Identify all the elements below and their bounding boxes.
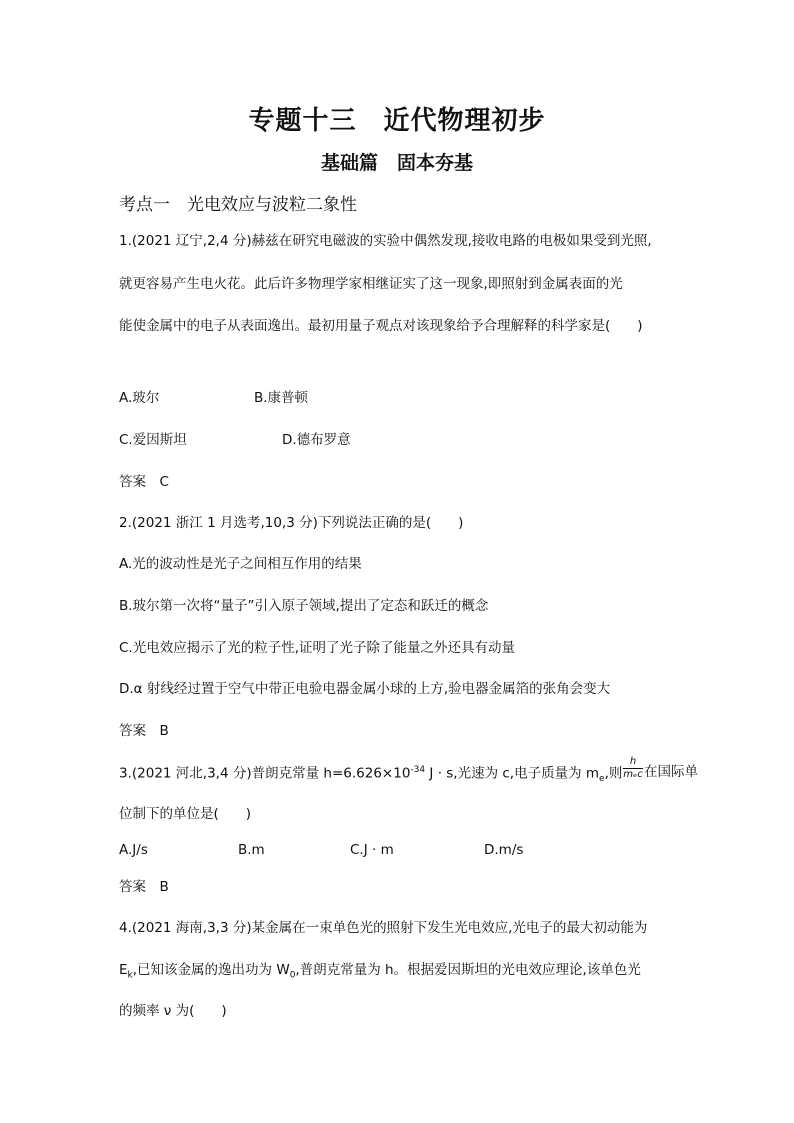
q2-option-d: D.α 射线经过置于空气中带正电验电器金属小球的上方,验电器金属箔的张角会变大 bbox=[119, 681, 611, 697]
q4-stem-line1: 4.(2021 海南,3,3 分)某金属在一束单色光的照射下发生光电效应,光电子的最大初动能为 bbox=[119, 920, 648, 936]
q4-subscript-k: k bbox=[127, 970, 133, 981]
q1-stem-line2: 就更容易产生电火花。此后许多物理学家相继证实了这一现象,即照射到金属表面的光 bbox=[119, 276, 623, 292]
q3-subscript-e: e bbox=[599, 774, 605, 785]
q3-stem-text-a: 3.(2021 河北,3,4 分)普朗克常量 h=6.626×10 bbox=[119, 765, 411, 782]
q4-stem-line3: 的频率 ν 为( ) bbox=[119, 1003, 227, 1019]
q1-option-c: C.爱因斯坦 bbox=[119, 432, 187, 448]
q1-option-d: D.德布罗意 bbox=[282, 432, 351, 448]
q1-option-b: B.康普顿 bbox=[254, 390, 309, 406]
q2-answer: 答案 B bbox=[119, 723, 169, 739]
q4-text-rest: ,普朗克常量为 h。根据爱因斯坦的光电效应理论,该单色光 bbox=[295, 962, 641, 978]
q3-option-d: D.m/s bbox=[484, 842, 524, 858]
q3-option-c: C.J · m bbox=[350, 842, 394, 858]
q1-answer: 答案 C bbox=[119, 474, 169, 490]
q4-text-ek: E bbox=[119, 962, 128, 978]
q3-stem-text-c: ,则 bbox=[604, 765, 623, 782]
q1-stem-line3: 能使金属中的电子从表面逸出。最初用量子观点对该现象给予合理解释的科学家是( ) bbox=[119, 318, 643, 334]
q3-stem-line2: 位制下的单位是( ) bbox=[119, 806, 252, 822]
q3-fraction bbox=[623, 757, 643, 780]
section-heading: 考点一 光电效应与波粒二象性 bbox=[119, 195, 357, 215]
q2-option-b: B.玻尔第一次将“量子”引入原子领域,提出了定态和跃迁的概念 bbox=[119, 598, 489, 614]
q4-stem-line2 bbox=[119, 964, 641, 981]
q3-option-b: B.m bbox=[238, 842, 265, 858]
q2-stem: 2.(2021 浙江 1 月选考,10,3 分)下列说法正确的是( ) bbox=[119, 515, 464, 531]
q3-stem-text-b: J · s,光速为 c,电子质量为 m bbox=[425, 765, 600, 782]
q3-answer: 答案 B bbox=[119, 879, 169, 895]
q4-text-w0: ,已知该金属的逸出功为 W bbox=[132, 962, 290, 978]
q4-subscript-0: 0 bbox=[289, 970, 296, 981]
page-title: 专题十三 近代物理初步 bbox=[248, 106, 546, 136]
q3-stem-text-d: 在国际单 bbox=[644, 764, 698, 780]
q3-fraction-denominator: mₑc bbox=[623, 769, 643, 780]
q3-stem-line1 bbox=[119, 766, 622, 784]
q3-option-a: A.J/s bbox=[119, 842, 148, 858]
q1-option-a: A.玻尔 bbox=[119, 390, 160, 406]
page-subtitle: 基础篇 固本夯基 bbox=[320, 152, 473, 174]
q1-stem-line1: 1.(2021 辽宁,2,4 分)赫兹在研究电磁波的实验中偶然发现,接收电路的电极如果受到光照, bbox=[119, 233, 652, 249]
q3-fraction-numerator: h bbox=[623, 757, 643, 769]
q2-option-c: C.光电效应揭示了光的粒子性,证明了光子除了能量之外还具有动量 bbox=[119, 640, 516, 656]
q3-exponent: -34 bbox=[410, 765, 426, 775]
q2-option-a: A.光的波动性是光子之间相互作用的结果 bbox=[119, 556, 362, 572]
